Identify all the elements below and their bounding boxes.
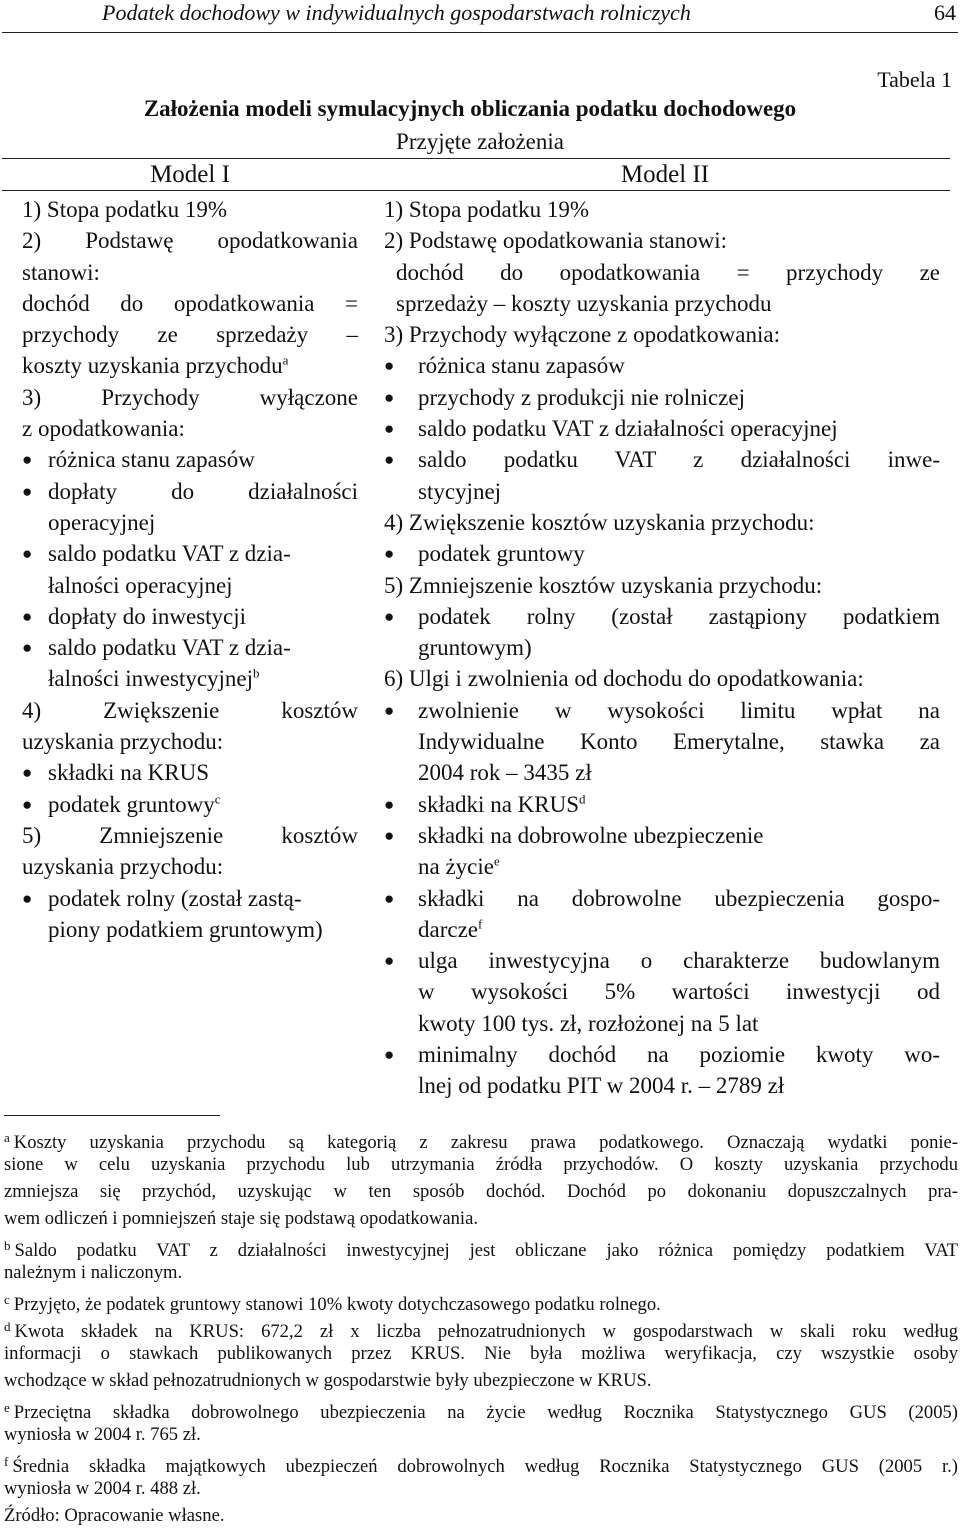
table-line: 2) Podstawę opodatkowania stanowi: <box>384 228 728 254</box>
footnote-rule <box>4 1115 220 1116</box>
list-item-continuation: w wysokości 5% wartości inwestycji od <box>418 979 940 1005</box>
table-title: Założenia modeli symulacyjnych obliczania podatku dochodowego <box>143 96 797 121</box>
list-item-continuation: gruntowym) <box>418 635 532 661</box>
list-item-continuation: łalności inwestycyjnej$^b$ <box>48 665 260 692</box>
list-item-continuation: Indywidualne Konto Emerytalne, stawka za <box>418 729 940 755</box>
table-line: z opodatkowania: <box>22 416 185 442</box>
footnote-e: $^e$ Przeciętna składka dobrowolnego ubezpieczenia na życie według Rocznika Statystycznego GUS (2005) <box>4 1400 958 1423</box>
bullet-icon: ● <box>384 700 395 720</box>
footnote-b: $^b$ Saldo podatku VAT z działalności inwestycyjnej jest obliczane jako różnica pomiędzy podatkiem VAT <box>4 1238 958 1261</box>
table-line: przychody ze sprzedaży – <box>22 322 358 348</box>
footnotes <box>4 1124 958 1529</box>
bullet-icon: ● <box>22 638 33 658</box>
list-item: ● podatek rolny (został zastą- <box>22 883 358 914</box>
list-item-continuation: 2004 rok – 3435 zł <box>418 760 592 786</box>
model-2-column <box>384 194 940 1102</box>
header-rule <box>2 32 958 33</box>
table-line: 6) Ulgi i zwolnienia od dochodu do opodatkowania: <box>384 666 864 692</box>
bullet-icon: ● <box>22 481 33 501</box>
bullet-icon: ● <box>22 606 33 626</box>
table-line: 4) Zwiększenie kosztów <box>22 697 358 723</box>
bullet-icon: ● <box>384 794 395 814</box>
list-item: ● przychody z produkcji nie rolniczej <box>384 382 940 413</box>
table-top-rule <box>2 158 950 159</box>
model-2-heading: Model II <box>620 161 710 188</box>
list-item: ● saldo podatku VAT z działalności operacyjnej <box>384 413 940 444</box>
list-item: ● zwolnienie w wysokości limitu wpłat na <box>384 695 940 726</box>
page-header <box>0 0 960 26</box>
table-line: 5) Zmniejszenie kosztów <box>22 822 358 848</box>
table-label: Tabela 1 <box>877 67 952 92</box>
list-item: ● dopłaty do inwestycji <box>22 601 358 632</box>
list-item-continuation: operacyjnej <box>48 509 156 535</box>
list-item: ● składki na dobrowolne ubezpieczenia gospo- <box>384 883 940 914</box>
footnote-ref-e: e <box>493 853 500 869</box>
list-item: ● ulga inwestycyjna o charakterze budowlanym <box>384 945 940 976</box>
footnote-ref-c: c <box>214 790 221 806</box>
table-header-rule <box>2 190 950 191</box>
bullet-icon: ● <box>22 450 33 470</box>
footnote-d: $^d$ Kwota składek na KRUS: 672,2 zł x liczba pełnozatrudnionych w gospodarstwach w skali roku według <box>4 1319 958 1342</box>
table-line: dochód do opodatkowania = <box>22 290 358 316</box>
table-line: 3) Przychody wyłączone <box>22 384 358 410</box>
footnote-line: wyniosła w 2004 r. 488 zł. <box>4 1478 201 1499</box>
bullet-icon: ● <box>384 888 395 908</box>
list-item-continuation: na życie$^e$ <box>418 853 500 880</box>
table-line: koszty uzyskania przychodu$^a$ <box>22 352 289 379</box>
footnote-line: wem odliczeń i pomniejszeń staje się podstawą opodatkowania. <box>4 1208 479 1229</box>
bullet-icon: ● <box>384 951 395 971</box>
model-1-column <box>22 194 358 945</box>
list-item-continuation: piony podatkiem gruntowym) <box>48 916 323 942</box>
bullet-icon: ● <box>384 544 395 564</box>
list-item: ● saldo podatku VAT z działalności inwe- <box>384 444 940 475</box>
list-item-continuation: lnej od podatku PIT w 2004 r. – 2789 zł <box>418 1073 785 1099</box>
bullet-icon: ● <box>384 606 395 626</box>
list-item: ● dopłaty do działalności <box>22 476 358 507</box>
bullet-icon: ● <box>22 544 33 564</box>
bullet-icon: ● <box>22 794 33 814</box>
footnote-line: należnym i naliczonym. <box>4 1262 183 1283</box>
list-item: ● podatek rolny (został zastąpiony podatkiem <box>384 601 940 632</box>
source-note: Źródło: Opracowanie własne. <box>4 1505 225 1526</box>
footnote-ref-d: d <box>579 790 586 806</box>
table-line: uzyskania przychodu: <box>22 854 224 880</box>
bullet-icon: ● <box>22 888 33 908</box>
table-line: 5) Zmniejszenie kosztów uzyskania przychodu: <box>384 572 823 598</box>
bullet-icon: ● <box>384 1045 395 1065</box>
bullet-icon: ● <box>384 825 395 845</box>
footnote-line: wchodzące w skład pełnozatrudnionych w gospodarstwie były ubezpieczone w KRUS. <box>4 1370 652 1391</box>
footnote-line: sione w celu uzyskania przychodu lub utrzymania źródła przychodów. O koszty uzyskania przychodu <box>4 1154 958 1175</box>
list-item: ● składki na KRUS <box>22 757 358 788</box>
bullet-icon: ● <box>22 763 33 783</box>
list-item: ● podatek gruntowy$^c$ <box>22 789 358 820</box>
table-line: uzyskania przychodu: <box>22 729 224 755</box>
table-line: 4) Zwiększenie kosztów uzyskania przychodu: <box>384 509 815 535</box>
footnote-ref-a: a <box>282 352 289 368</box>
footnote-ref-f: f <box>478 916 483 932</box>
footnote-line: zmniejsza się przychód, uzyskując w ten sposób dochód. Dochód po dokonaniu dopuszczalnych pra- <box>4 1181 958 1202</box>
table-line: dochód do opodatkowania = przychody ze <box>396 259 940 285</box>
table-line: 3) Przychody wyłączone z opodatkowania: <box>384 322 780 348</box>
list-item: ● składki na dobrowolne ubezpieczenie <box>384 820 940 851</box>
bullet-icon: ● <box>384 356 395 376</box>
list-item: ● składki na KRUS$^d$ <box>384 789 940 820</box>
bullet-icon: ● <box>384 450 395 470</box>
assumptions-heading: Przyjęte założenia <box>396 129 564 154</box>
footnote-a: $^a$ Koszty uzyskania przychodu są kategorią z zakresu prawa podatkowego. Oznaczają wydatki ponie- <box>4 1130 958 1153</box>
bullet-icon: ● <box>384 419 395 439</box>
table-line: stanowi: <box>22 259 100 285</box>
table-line: 2) Podstawę opodatkowania <box>22 228 358 254</box>
footnote-line: informacji o stawkach publikowanych przez KRUS. Nie była możliwa weryfikacja, czy wszystkie osoby <box>4 1343 958 1364</box>
list-item-continuation: kwoty 100 tys. zł, rozłożonej na 5 lat <box>418 1010 759 1036</box>
list-item-continuation: łalności operacyjnej <box>48 572 233 598</box>
page-number: 64 <box>934 0 956 25</box>
model-1-heading: Model I <box>150 161 230 188</box>
footnote-ref-b: b <box>253 665 260 681</box>
list-item: ● różnica stanu zapasów <box>384 350 940 381</box>
list-item: ● podatek gruntowy <box>384 538 940 569</box>
footnote-line: wyniosła w 2004 r. 765 zł. <box>4 1424 201 1445</box>
list-item-continuation: darcze$^f$ <box>418 916 483 942</box>
list-item: ● minimalny dochód na poziomie kwoty wo- <box>384 1039 940 1070</box>
list-item: ● saldo podatku VAT z dzia- <box>22 538 358 569</box>
list-item: ● saldo podatku VAT z dzia- <box>22 632 358 663</box>
footnote-f: $^f$ Średnia składka majątkowych ubezpieczeń dobrowolnych według Rocznika Statystycznego GUS (2005 r.) <box>4 1454 958 1477</box>
table-line: 1) Stopa podatku 19% <box>22 197 228 222</box>
table-line: sprzedaży – koszty uzyskania przychodu <box>396 290 772 316</box>
list-item: ● różnica stanu zapasów <box>22 444 358 475</box>
running-title: Podatek dochodowy w indywidualnych gospodarstwach rolniczych <box>102 0 691 25</box>
table-line: 1) Stopa podatku 19% <box>384 197 590 222</box>
footnote-c: $^c$ Przyjęto, że podatek gruntowy stanowi 10% kwoty dotychczasowego podatku rolnego. <box>4 1292 661 1315</box>
list-item-continuation: stycyjnej <box>418 478 502 504</box>
bullet-icon: ● <box>384 387 395 407</box>
